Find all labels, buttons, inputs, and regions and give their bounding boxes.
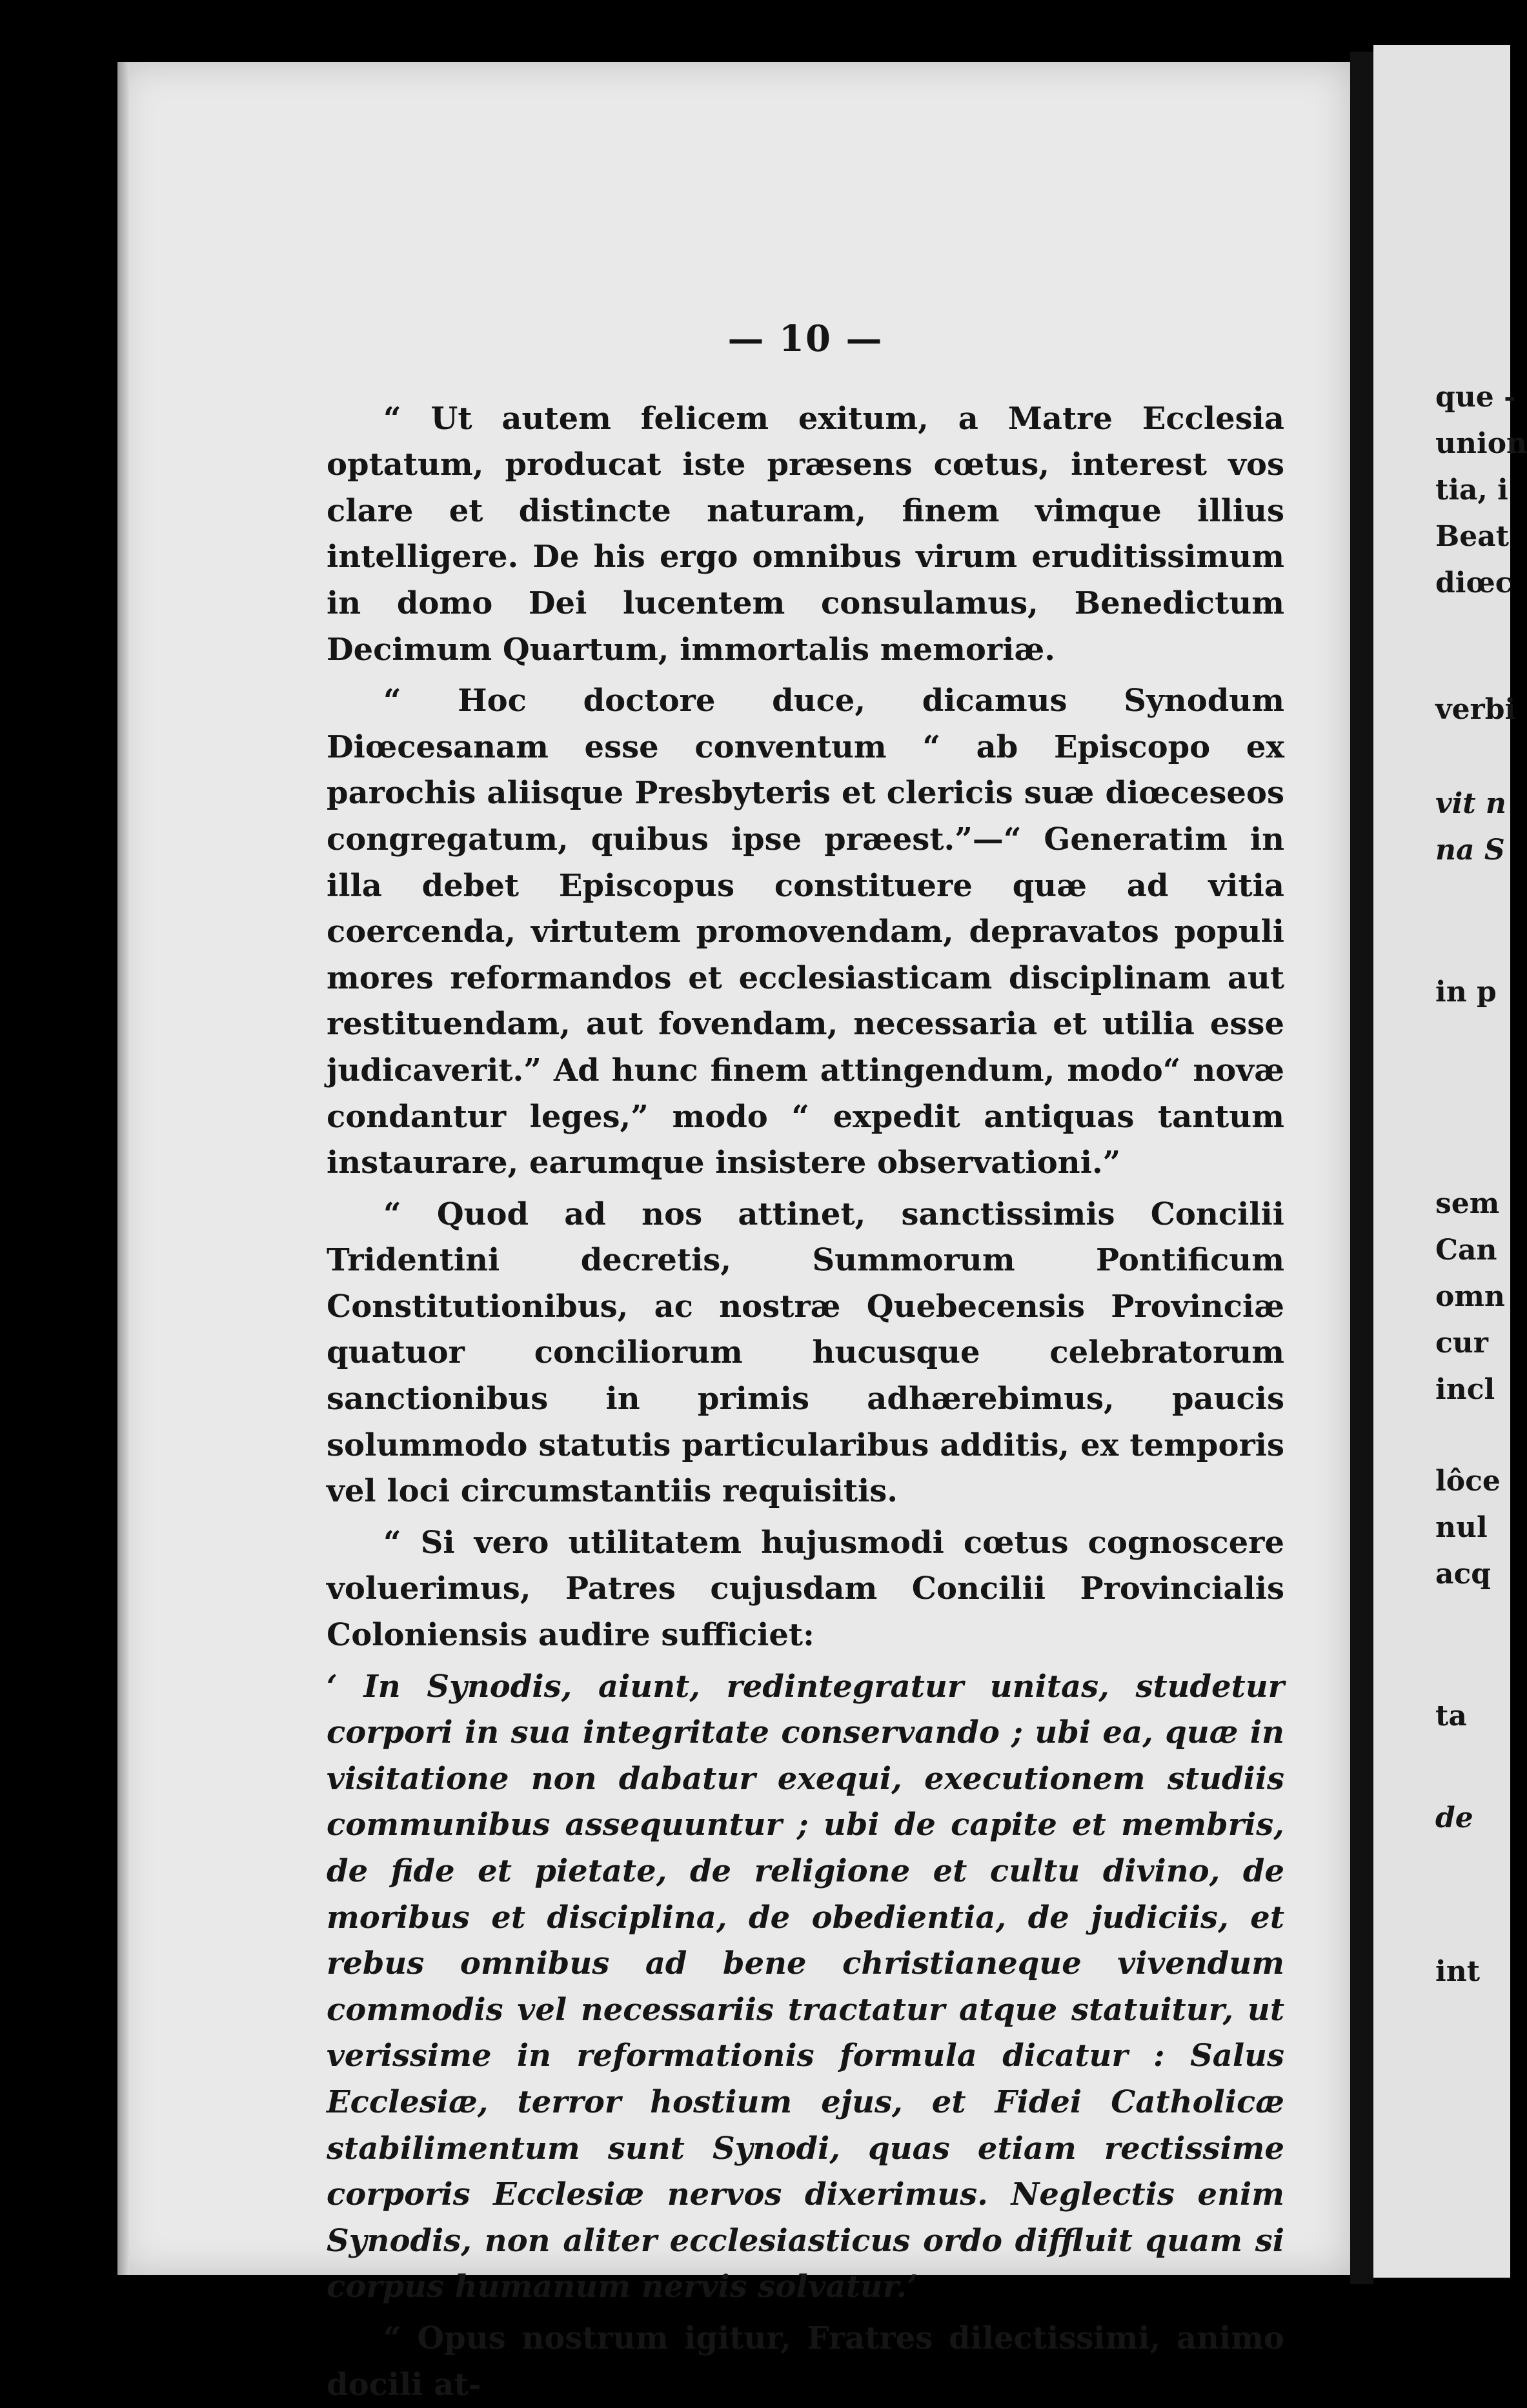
paragraph: “ Opus nostrum igitur, Fratres dilectissimi, animo docili at- [327, 2320, 1284, 2403]
facing-fragment: ta [1435, 1700, 1467, 1732]
facing-page [1373, 45, 1527, 2278]
facing-fragment: incl [1435, 1373, 1495, 1406]
facing-fragment: union [1435, 427, 1527, 460]
facing-fragment: tia, i [1435, 474, 1508, 507]
facing-fragment: de [1435, 1801, 1473, 1834]
facing-fragment: Beat [1435, 520, 1510, 553]
paragraph: “ Ut autem felicem exitum, a Matre Ecclesia optatum, producat iste præsens cœtus, interest vos clare et distincte naturam, finem vimque illius intelligere. De his ergo omnibus virum eruditissimum in domo Dei lucentem consulamus, Benedictum Decimum Quartum, immortalis memoriæ. [327, 400, 1284, 668]
paragraph: “ Quod ad nos attinet, sanctissimis Concilii Tridentini decretis, Summorum Pontificum Constitutionibus, ac nostræ Quebecensis Provinciæ quatuor conciliorum hucusque celebratorum sanctionibus in primis adhærebimus, paucis solummodo statutis particularibus additis, ex temporis vel loci circumstantiis requisitis. [327, 1196, 1284, 1510]
paragraph: “ Hoc doctore duce, dicamus Synodum Diœcesanam esse conventum “ ab Episcopo ex parochis aliisque Presbyteris et clericis suæ diœceseos congregatum, quibus ipse præest.”—“ Generatim in illa debet Episcopus constituere quæ ad vitia coercenda, virtutem promovendam, depravatos populi mores reformandos et ecclesiasticam disciplinam aut restituendam, aut fovendam, necessaria et utilia esse judicaverit.” Ad hunc finem attingendum, modo“ novæ condantur leges,” modo “ expedit antiquas tantum instaurare, earumque insistere observationi.” [327, 683, 1284, 1181]
facing-fragment: verbi [1435, 693, 1516, 726]
facing-fragment: que - [1435, 381, 1516, 414]
facing-fragment: diœc [1435, 567, 1513, 599]
page-text [327, 316, 1284, 2408]
facing-fragment: cur [1435, 1327, 1488, 1360]
facing-fragment: lôce [1435, 1465, 1501, 1498]
facing-fragment: int [1435, 1955, 1481, 1988]
facing-fragment: na S [1435, 834, 1505, 867]
page-number: — 10 — [727, 317, 884, 360]
facing-fragment: in p [1435, 976, 1497, 1008]
facing-fragment: sem [1435, 1187, 1500, 1220]
facing-fragment: omn [1435, 1280, 1505, 1313]
facing-fragment: vit n [1435, 787, 1506, 820]
facing-fragment: Can [1435, 1234, 1497, 1267]
paragraph: “ Si vero utilitatem hujusmodi cœtus cognoscere voluerimus, Patres cujusdam Concilii Provincialis Coloniensis audire sufficiet: [327, 1524, 1284, 1654]
facing-fragment: acq [1435, 1558, 1492, 1590]
facing-fragment: nul [1435, 1511, 1488, 1544]
book-gutter [1350, 52, 1373, 2284]
quotation-block: ‘ In Synodis, aiunt, redintegratur unitas, studetur corpori in sua integritate conservando ; ubi ea, quæ in visitatione non dabatur exequi, executionem studiis communibus assequuntur ; ubi de capite et membris, de fide et pietate, de religione et cultu divino, de moribus et disciplina, de obedientia, de judiciis, et rebus omnibus ad bene christianeque vivendum commodis vel necessariis tractatur atque statuitur, ut verissime in reformationis formula dicatur : Salus Ecclesiæ, terror hostium ejus, et Fidei Catholicæ stabilimentum sunt Synodi, quas etiam rectissime corporis Ecclesiæ nervos dixerimus. Neglectis enim Synodis, non aliter ecclesiasticus ordo diffluit quam si corpus humanum nervis solvatur.’ [327, 1668, 1284, 2305]
